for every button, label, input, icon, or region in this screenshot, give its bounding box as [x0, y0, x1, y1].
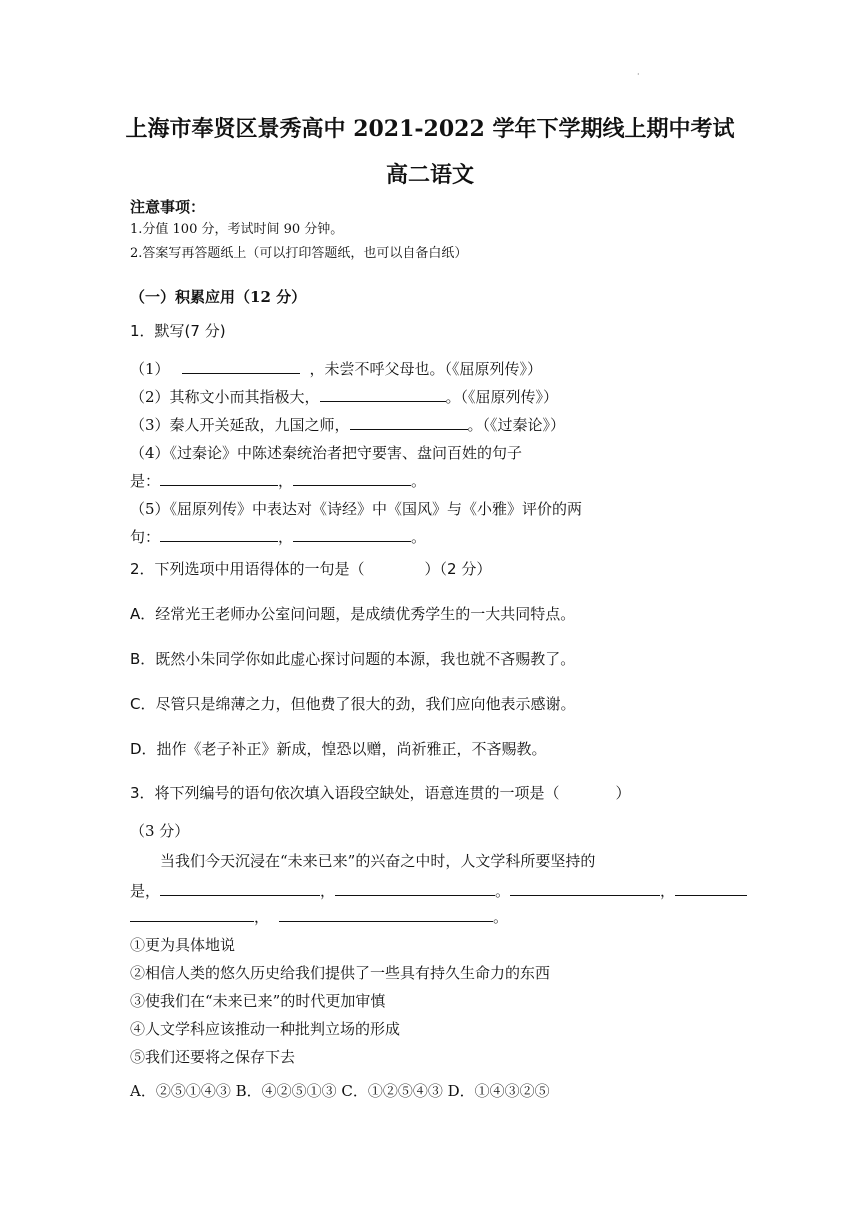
- question-3-item-2: ②相信人类的悠久历史给我们提供了一些具有持久生命力的东西: [130, 964, 551, 982]
- question-text: 2．下列选项中用语得体的一句是（: [130, 560, 365, 578]
- notice-heading: 注意事项：: [130, 198, 206, 216]
- answer-blank: [182, 359, 300, 374]
- question-text: ）: [615, 784, 631, 802]
- question-3-item-3: ③使我们在“未来已来”的时代更加审慎: [130, 992, 386, 1010]
- question-2-title: [130, 558, 491, 579]
- question-2-option-b: B．既然小朱同学你如此虚心探讨问题的本源，我也就不吝赐教了。: [130, 650, 576, 668]
- item-text: 句：: [130, 528, 161, 546]
- answer-blank: [160, 471, 278, 486]
- exam-title: 上海市奉贤区景秀高中 2021-2022 学年下学期线上期中考试: [125, 116, 735, 142]
- answer-blank: [675, 881, 747, 896]
- exam-subtitle: 高二语文: [385, 162, 474, 188]
- question-1-title: 1．默写(7 分): [130, 322, 226, 340]
- question-text: 3．将下列编号的语句依次填入语段空缺处，语意连贯的一项是（: [130, 784, 560, 802]
- question-1-item-1: [130, 358, 542, 379]
- notice-item-1: 1.分值 100 分，考试时间 90 分钟。: [130, 222, 344, 237]
- answer-blank: [335, 881, 495, 896]
- item-text: （1）: [130, 360, 170, 378]
- question-3-score: （3 分）: [130, 822, 190, 840]
- answer-blank: [293, 527, 411, 542]
- passage-text: 。: [493, 908, 509, 926]
- answer-blank: [510, 881, 660, 896]
- passage-text: 。: [495, 882, 511, 900]
- notice-item-2: 2.答案写再答题纸上（可以打印答题纸，也可以自备白纸）: [130, 246, 468, 261]
- question-1-item-5-line-1: （5）《屈原列传》中表达对《诗经》中《国风》与《小雅》评价的两: [130, 500, 583, 518]
- item-text: 。（《过秦论》）: [467, 416, 566, 434]
- question-3-item-4: ④人文学科应该推动一种批判立场的形成: [130, 1020, 401, 1038]
- question-3-passage-line-3: [130, 906, 508, 927]
- item-text: ，未尝不呼父母也。（《屈原列传》）: [309, 360, 543, 378]
- section-title: （一）积累应用（12 分）: [130, 288, 307, 306]
- answer-blank: [130, 907, 254, 922]
- passage-text: ，: [254, 908, 270, 926]
- question-1-item-4-line-1: （4）《过秦论》中陈述秦统治者把守要害、盘问百姓的句子: [130, 444, 523, 462]
- question-1-item-3: [130, 414, 565, 435]
- answer-blank: [293, 471, 411, 486]
- question-1-item-2: [130, 386, 558, 407]
- item-text: ，: [278, 528, 294, 546]
- question-3-item-5: ⑤我们还要将之保存下去: [130, 1048, 296, 1066]
- question-3-passage-line-2: [130, 880, 747, 901]
- answer-blank: [320, 387, 446, 402]
- question-text: ）（2 分）: [424, 560, 492, 578]
- question-2-option-d: D．拙作《老子补正》新成，惶恐以赠，尚祈雅正，不吝赐教。: [130, 740, 547, 758]
- question-2-option-a: A．经常光王老师办公室问问题，是成绩优秀学生的一大共同特点。: [130, 605, 576, 623]
- question-1-item-4-line-2: [130, 470, 426, 491]
- question-2-option-c: C．尽管只是绵薄之力，但他费了很大的劲，我们应向他表示感谢。: [130, 695, 576, 713]
- question-3-passage-line-1: 当我们今天沉浸在“未来已来”的兴奋之中时，人文学科所要坚持的: [160, 852, 596, 870]
- question-3-title: [130, 782, 631, 803]
- answer-blank: [279, 907, 493, 922]
- question-3-choices: A．②⑤①④③ B．④②⑤①③ C．①②⑤④③ D．①④③②⑤: [130, 1082, 550, 1100]
- item-text: ，: [278, 472, 294, 490]
- passage-text: 是，: [130, 882, 161, 900]
- corner-dot: ·: [637, 70, 640, 79]
- item-text: 是：: [130, 472, 161, 490]
- passage-text: ，: [320, 882, 336, 900]
- question-3-item-1: ①更为具体地说: [130, 936, 236, 954]
- answer-blank: [160, 881, 320, 896]
- item-text: （2）其称文小而其指极大，: [130, 388, 320, 406]
- item-text: 。: [411, 472, 427, 490]
- item-text: 。（《屈原列传》）: [445, 388, 559, 406]
- question-1-item-5-line-2: [130, 526, 426, 547]
- item-text: 。: [411, 528, 427, 546]
- passage-text: ，: [660, 882, 676, 900]
- answer-blank: [350, 415, 468, 430]
- answer-blank: [160, 527, 278, 542]
- item-text: （3）秦人开关延敌，九国之师，: [130, 416, 350, 434]
